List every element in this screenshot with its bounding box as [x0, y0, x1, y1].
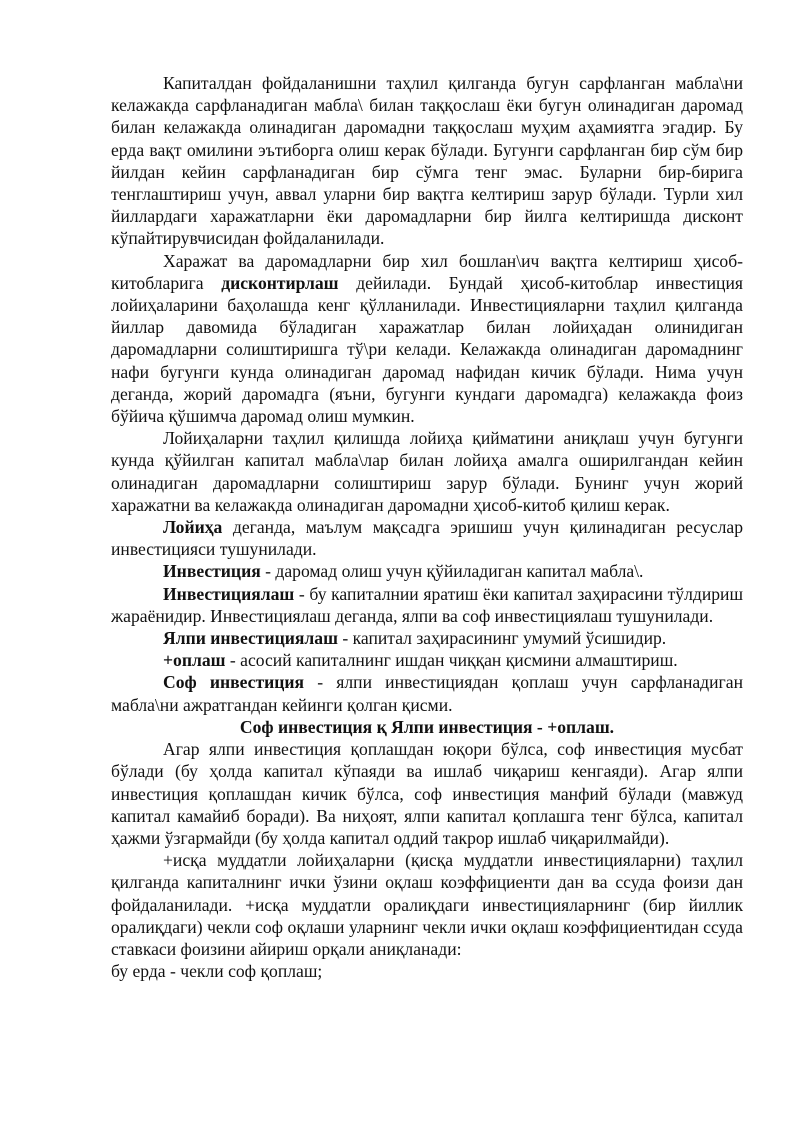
term-net-investment: Соф инвестиция [163, 672, 305, 693]
formula-text: Соф инвестиция қ Ялпи инвестиция - +оплаш. [239, 716, 615, 737]
term-gross-investing: Ялпи инвестициялаш [163, 628, 338, 649]
paragraph-discounting [111, 250, 743, 428]
paragraph-discounting-text-a: Харажат ва даромадларни бир хил бошлан\ич вақтга келтириш ҳисоб-китобларига [111, 250, 743, 293]
term-investment: Инвестиция [163, 561, 261, 582]
definition-investment-text: - даромад олиш учун қўйиладиган капитал мабла\. [260, 561, 644, 582]
definition-investment [111, 560, 743, 582]
formula-net-investment [111, 716, 743, 738]
definition-project [111, 516, 743, 560]
paragraph-project-analysis: Лойиҳаларни таҳлил қилишда лойиҳа қийматини аниқлаш учун бугунги кунда қўйилган капитал мабла\лар билан лойиҳа амалга оширилгандан кейин олинадиган даромадларни солиштириш зарур бўлади. Бунинг учун жорий харажатни ва келажакда олинадиган даромадни ҳисоб-китоб қилиш керак. [111, 428, 743, 515]
definition-replacement [111, 649, 743, 671]
paragraph-gross-vs-replacement: Агар ялпи инвестиция қоплашдан юқори бўлса, соф инвестиция мусбат бўлади (бу ҳолда капитал кўпаяди ва ишлаб чиқариш кенгаяди). Агар ялпи инвестиция қоплашдан кичик бўлса, соф инвестиция манфий бўлади (мавжуд капитал камайиб боради). Ва ниҳоят, ялпи капитал қоплашга тенг бўлса, капитал ҳажми ўзгармайди (бу ҳолда капитал оддий такрор ишлаб чиқарилмайди). [111, 739, 743, 848]
paragraph-discounting-text-b: дейилади. Бундай ҳисоб-китоблар инвестиция лойиҳаларини баҳолашда кенг қўлланилади. Инвестицияларни таҳлил қилганда йиллар давомида бўладиган харажатлар билан лойиҳадан олинидиган даромадларни солиштиришга тў\ри келади. Келажакда олинадиган даромаднинг нафи бугунги кунда олинадиган даромад нафидан кичик бўлади. Нима учун деганда, жорий даромадга (яъни, бугунги кундаги даромадга) келажакда фоиз бўйича қўшимча даромад олиш мумкин. [111, 272, 743, 427]
definition-project-text: деганда, маълум мақсадга эришиш учун қилинадиган ресуслар инвестицияси тушунилади. [111, 517, 743, 560]
term-replacement: +оплаш [163, 650, 226, 671]
definition-gross-investing [111, 627, 743, 649]
definition-investing-text: - бу капиталнии яратиш ёки капитал заҳирасини тўлдириш жараёнидир. Инвестициялаш деганда, ялпи ва соф инвестициялаш тушунилади. [111, 583, 743, 626]
term-investing: Инвестициялаш [163, 583, 295, 604]
definition-investing [111, 583, 743, 627]
paragraph-short-term-projects: +исқа муддатли лойиҳаларни (қисқа муддатли инвестицияларни) таҳлил қилганда капиталнинг ички ўзини оқлаш коэффициенти дан ва ссуда фоизи дан фойдаланилади. +исқа муддатли оралиқдаги инвестицияларнинг (бир йиллик оралиқдаги) чекли соф оқлаши уларнинг чекли ички оқлаш коэффициентидан ссуда ставкаси фоизини айириш орқали аниқланади: [111, 850, 743, 959]
paragraph-capital-usage: Капиталдан фойдаланишни таҳлил қилганда бугун сарфланган мабла\ни келажакда сарфланадиган мабла\ билан таққослаш ёки бугун олинадиган даромад билан келажакда олинадиган даромадни таққослаш муҳим аҳамиятга эгадир. Бу ерда вақт омилини эътиборга олиш керак бўлади. Бугунги сарфланган бир сўм бир йилдан кейин сарфланадиган бир сўмга тенг эмас. Буларни бир-бирига тенглаштириш учун, аввал уларни бир вақтга келтириш зарур бўлади. Турли хил йиллардаги харажатларни ёки даромадларни бир йилга келтиришда дисконт кўпайтирувчисидан фойдаланилади. [111, 73, 743, 249]
definition-net-investment-text: - ялпи инвестициядан қоплаш учун сарфланадиган мабла\ни ажратгандан кейинги қолган қисми. [111, 672, 743, 715]
term-discounting: дисконтирлаш [221, 272, 339, 293]
term-project: Лойиҳа [163, 517, 223, 538]
document-page [111, 72, 743, 982]
definition-replacement-text: - асосий капиталнинг ишдан чиққан қисмини алмаштириш. [225, 650, 678, 671]
definition-gross-investing-text: - капитал заҳирасининг умумий ўсишидир. [337, 628, 667, 649]
paragraph-where: бу ерда - чекли соф қоплаш; [111, 961, 323, 982]
definition-net-investment [111, 671, 743, 715]
